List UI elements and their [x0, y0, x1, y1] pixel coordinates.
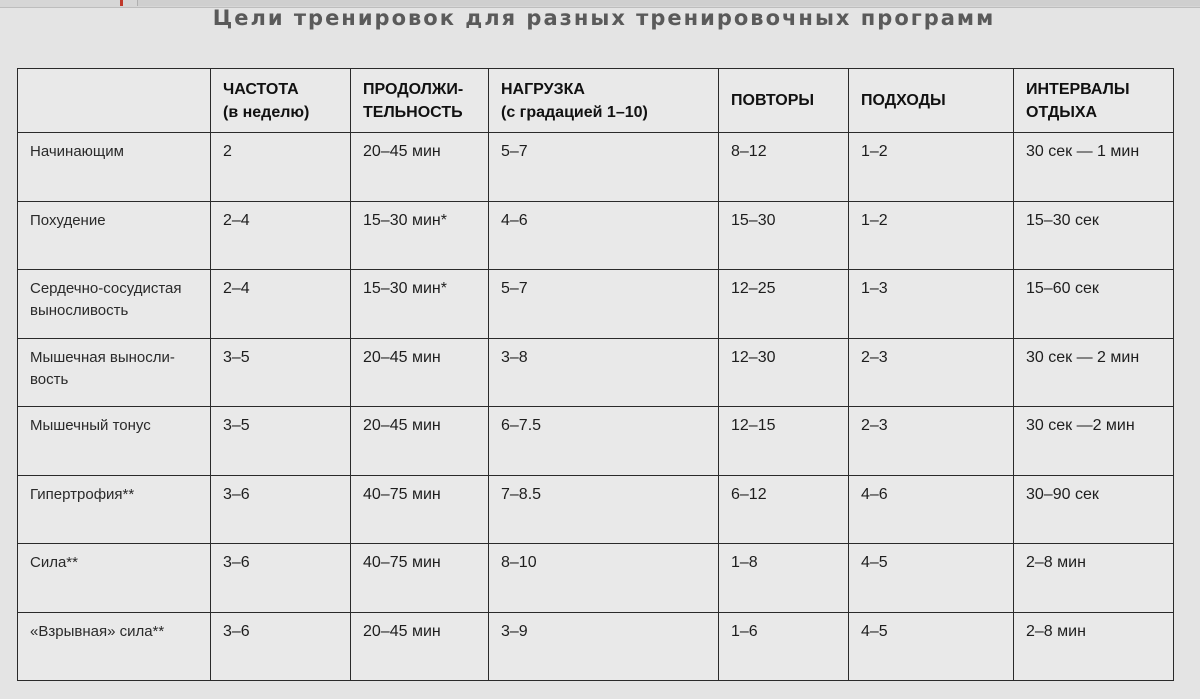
cell-frequency: 2–4 [211, 270, 351, 339]
row-label-cell [18, 270, 211, 339]
cell-load: 3–8 [489, 338, 719, 407]
cell-load: 6–7.5 [489, 407, 719, 476]
row-label-line-1: Начинающим [30, 143, 124, 160]
cell-load: 5–7 [489, 270, 719, 339]
table-row [18, 201, 1174, 270]
row-label-line-1: Мышечная выносли- [30, 348, 175, 366]
cell-load: 8–10 [489, 544, 719, 613]
row-label-line-1: Мышечный тонус [30, 417, 151, 434]
cell-sets: 1–3 [849, 270, 1014, 339]
header-load-line-1: НАГРУЗКА [501, 80, 585, 98]
cell-sets: 2–3 [849, 338, 1014, 407]
header-sets [849, 69, 1014, 133]
row-label-line-1: Сила** [30, 554, 78, 571]
cell-frequency: 3–6 [211, 475, 351, 544]
row-label-line-2: выносливость [30, 302, 129, 319]
training-goals-table [17, 68, 1174, 681]
cell-duration: 15–30 мин* [351, 201, 489, 270]
header-rest [1014, 69, 1174, 133]
cell-sets: 4–5 [849, 544, 1014, 613]
cell-rest: 30 сек —2 мин [1014, 407, 1174, 476]
header-reps-line-1: ПОВТОРЫ [731, 92, 815, 109]
table-body [18, 133, 1174, 681]
header-rest-line-2: ОТДЫХА [1026, 103, 1098, 121]
table-row [18, 133, 1174, 202]
cell-reps: 12–15 [719, 407, 849, 476]
header-reps [719, 69, 849, 133]
cell-duration: 20–45 мин [351, 338, 489, 407]
cell-rest: 2–8 мин [1014, 544, 1174, 613]
cell-sets: 1–2 [849, 201, 1014, 270]
header-frequency-line-1: ЧАСТОТА [223, 80, 299, 98]
row-label-line-1: Сердечно-сосудистая [30, 280, 182, 297]
row-label-line-2: вость [30, 370, 69, 388]
row-label-cell [18, 475, 211, 544]
header-program [18, 69, 211, 133]
cell-frequency: 2–4 [211, 201, 351, 270]
header-duration-line-2: ТЕЛЬНОСТЬ [363, 103, 463, 121]
row-label-line-1: Гипертрофия** [30, 485, 135, 503]
cell-reps: 12–25 [719, 270, 849, 339]
cell-sets: 4–6 [849, 475, 1014, 544]
cell-load: 7–8.5 [489, 475, 719, 544]
header-sets-line-1: ПОДХОДЫ [861, 92, 946, 109]
table-row [18, 544, 1174, 613]
cell-duration: 15–30 мин* [351, 270, 489, 339]
cell-sets: 4–5 [849, 612, 1014, 681]
cell-duration: 20–45 мин [351, 133, 489, 202]
row-label-cell [18, 133, 211, 202]
table-row [18, 612, 1174, 681]
cell-frequency: 2 [211, 133, 351, 202]
cell-rest: 30 сек — 1 мин [1014, 133, 1174, 202]
cell-load: 3–9 [489, 612, 719, 681]
cell-load: 4–6 [489, 201, 719, 270]
header-frequency-line-2: (в неделю) [223, 103, 310, 121]
cell-load: 5–7 [489, 133, 719, 202]
cell-duration: 40–75 мин [351, 544, 489, 613]
cell-reps: 15–30 [719, 201, 849, 270]
cell-duration: 40–75 мин [351, 475, 489, 544]
cell-rest: 30 сек — 2 мин [1014, 338, 1174, 407]
cell-sets: 1–2 [849, 133, 1014, 202]
header-rest-line-1: ИНТЕРВАЛЫ [1026, 80, 1130, 98]
cell-frequency: 3–6 [211, 544, 351, 613]
table-row [18, 475, 1174, 544]
header-load-line-2: (с градацией 1–10) [501, 103, 648, 121]
cell-rest: 30–90 сек [1014, 475, 1174, 544]
row-label-cell [18, 407, 211, 476]
cell-rest: 2–8 мин [1014, 612, 1174, 681]
header-duration-line-1: ПРОДОЛЖИ- [363, 80, 464, 98]
cell-reps: 1–8 [719, 544, 849, 613]
row-label-cell [18, 544, 211, 613]
cell-rest: 15–30 сек [1014, 201, 1174, 270]
header-load [489, 69, 719, 133]
row-label-line-1: Похудение [30, 211, 106, 229]
cell-frequency: 3–5 [211, 407, 351, 476]
cell-rest: 15–60 сек [1014, 270, 1174, 339]
cell-reps: 12–30 [719, 338, 849, 407]
header-frequency [211, 69, 351, 133]
cell-sets: 2–3 [849, 407, 1014, 476]
cell-frequency: 3–5 [211, 338, 351, 407]
page-title: Цели тренировок для разных тренировочных программ [212, 6, 996, 30]
row-label-line-1: «Взрывная» сила** [30, 622, 165, 640]
header-duration [351, 69, 489, 133]
cell-duration: 20–45 мин [351, 612, 489, 681]
cell-reps: 8–12 [719, 133, 849, 202]
header-row [18, 69, 1174, 133]
table-row [18, 270, 1174, 339]
cell-frequency: 3–6 [211, 612, 351, 681]
cell-reps: 6–12 [719, 475, 849, 544]
cell-reps: 1–6 [719, 612, 849, 681]
table-row [18, 338, 1174, 407]
row-label-cell [18, 338, 211, 407]
row-label-cell [18, 201, 211, 270]
table-row [18, 407, 1174, 476]
cell-duration: 20–45 мин [351, 407, 489, 476]
row-label-cell [18, 612, 211, 681]
